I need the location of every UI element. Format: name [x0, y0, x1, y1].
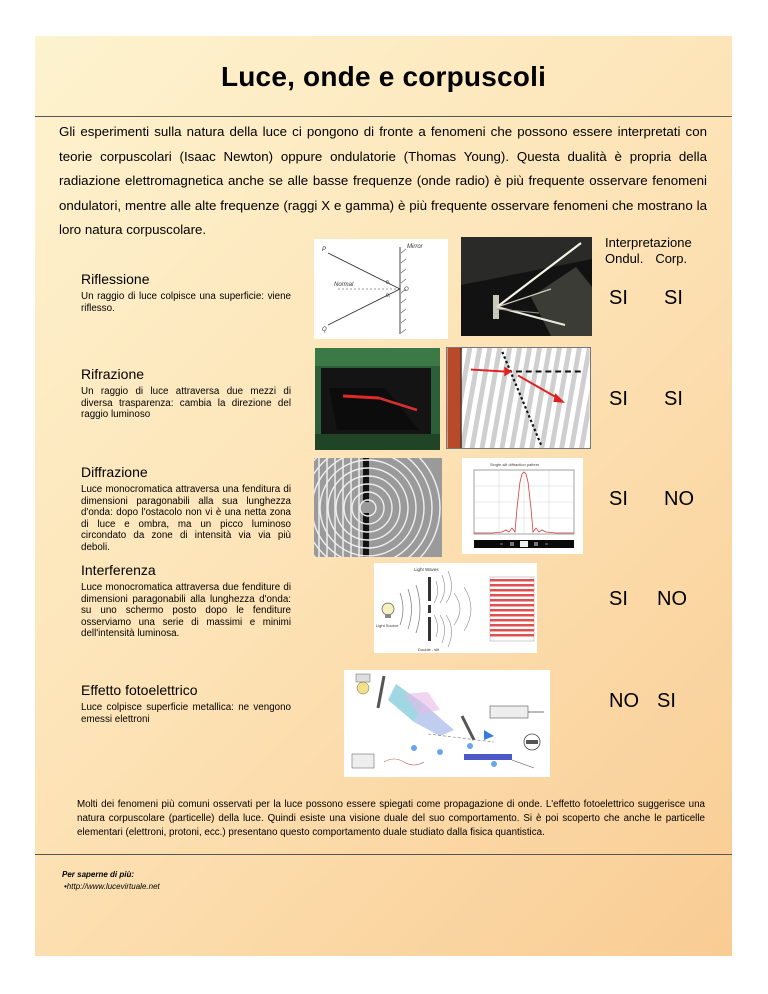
phenomenon-description: Un raggio di luce colpisce una superficie: viene riflesso.: [81, 291, 291, 314]
photoelectric-wave-answer: NO: [609, 690, 639, 712]
interference-label-light-waves: Light Waves: [414, 567, 439, 572]
refraction-photo: [315, 348, 440, 450]
phenomenon-diffraction: [81, 464, 291, 553]
reflection-label-p: P: [322, 247, 327, 253]
interference-wave-answer: SI: [609, 588, 628, 610]
reflection-photo: [461, 237, 592, 336]
reflection-particle-answer: SI: [664, 287, 683, 309]
diffraction-wave-answer: SI: [609, 488, 628, 510]
reflection-label-mirror: Mirror: [407, 244, 423, 250]
refraction-wave-diagram: [446, 347, 591, 449]
interpretation-heading: Interpretazione: [605, 235, 692, 250]
refraction-wave-answer: SI: [609, 388, 628, 410]
reflection-wave-answer: SI: [609, 287, 628, 309]
reflection-label-theta-i: θᵢ: [386, 280, 390, 286]
more-info-label: Per saperne di più:: [62, 870, 135, 879]
more-info: [62, 869, 160, 893]
title-divider: [35, 116, 732, 117]
reflection-diagram: [314, 239, 448, 339]
phenomenon-description: Luce monocromatica attraversa due fenditure di dimensioni paragonabili alla lunghezza d'onda: su uno schermo posto dopo le fenditure osserviamo una serie di massimi e minimi dell'intensità luminosa.: [81, 582, 291, 639]
reflection-label-q: Q: [322, 327, 327, 333]
more-info-link[interactable]: •http://www.lucevirtuale.net: [64, 882, 160, 891]
interference-label-source: Light Source: [376, 623, 399, 628]
phenomenon-description: Un raggio di luce attraversa due mezzi di diversa trasparenza: cambia la direzione del raggio luminoso: [81, 386, 291, 420]
phenomenon-name: Rifrazione: [81, 366, 145, 382]
phenomenon-refraction: [81, 366, 291, 421]
col-wave-label: Ondul.: [605, 251, 644, 266]
phenomenon-photoelectric: [81, 682, 291, 725]
intro-paragraph: Gli esperimenti sulla natura della luce ci pongono di fronte a fenomeni che possono essere interpretati con teorie corpuscolari (Isaac Newton) oppure ondulatorie (Thomas Young). Questa dualità è propria della radiazione elettromagnetica anche se alle basse frequenze (onde radio) è più frequente osservare fenomeni ondulatori, mentre alle alte frequenze (raggi X e gamma) è più frequente osservare fenomeni che mostrano la loro natura corpuscolare.: [59, 124, 707, 237]
conclusion-paragraph: Molti dei fenomeni più comuni osservati per la luce possono essere spiegati come propagazione di onde. L'effetto fotoelettrico suggerisce una natura corpuscolare (particelle) della luce. Quindi esiste una visione duale del suo comportamento. Si è poi scoperto che anche le particelle elementari (elettroni, protoni, ecc.) presentano questo comportamento duale studiato dalla fisica quantistica.: [77, 799, 705, 838]
phenomenon-name: Interferenza: [81, 562, 156, 578]
interference-label-double-slit: Double - slit: [418, 647, 440, 652]
diffraction-chart-title: Single-slit diffraction pattern: [490, 462, 540, 467]
phenomenon-description: Luce monocromatica attraversa una fenditura di dimensioni paragonabili alla sua lunghezza d'onda: dopo l'ostacolo non vi è una netta zona di luce e ombra, ma un picco luminoso circondato da zone di intensità via via più deboli.: [81, 484, 291, 553]
diffraction-particle-answer: NO: [664, 488, 694, 510]
reflection-label-o: O: [404, 287, 409, 293]
phenomenon-name: Riflessione: [81, 271, 150, 287]
interference-particle-answer: NO: [657, 588, 687, 610]
photoelectric-particle-answer: SI: [657, 690, 676, 712]
poster: [35, 36, 732, 956]
col-particle-label: Corp.: [655, 251, 688, 266]
interference-diagram: [374, 563, 537, 653]
reflection-label-normal: Normal: [334, 282, 354, 288]
reflection-label-theta-r: θᵣ: [386, 293, 390, 299]
page-title: Luce, onde e corpuscoli: [220, 61, 547, 92]
phenomenon-description: Luce colpisce superficie metallica: ne vengono emessi elettroni: [81, 702, 291, 725]
diffraction-intensity-chart: [462, 458, 583, 554]
phenomenon-name: Diffrazione: [81, 464, 148, 480]
interpretation-header: [605, 235, 692, 267]
phenomenon-name: Effetto fotoelettrico: [81, 682, 198, 698]
refraction-particle-answer: SI: [664, 388, 683, 410]
diffraction-photo: [314, 458, 442, 557]
phenomenon-interference: [81, 562, 291, 640]
phenomenon-reflection: [81, 271, 291, 314]
footer-divider: [35, 854, 732, 855]
photoelectric-diagram: [344, 670, 550, 777]
